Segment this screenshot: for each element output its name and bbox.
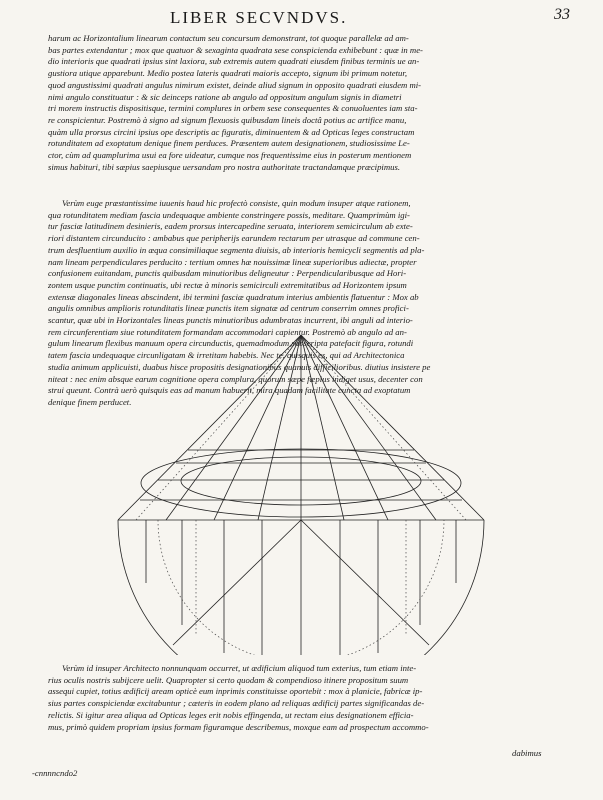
text-line: tur fasciæ latitudinem desinieris, eadem prorsus intercapedine seruata, interiorem semicirculum ab exte- <box>48 221 413 232</box>
text-line: scantur, quæ ubi in Horizontales lineas punctis minutioribus adumbratas incurrent, ibi anguli ad interio- <box>48 315 413 326</box>
text-line: Verùm euge præstantissime iuuenis haud hic profectò consiste, quin modum insuper atque rationem, <box>62 198 411 208</box>
text-line: extensæ diagonales lineas abscindent, ibi termini fasciæ quadratum interius ambientis flatuentur : Mox ab <box>48 291 419 302</box>
text-line: denique finem perducet. <box>48 396 132 407</box>
text-line: gustiora utique apparebunt. Medio postea lateris quadrati maioris accepto, signum ibi primum notetur, <box>48 68 407 79</box>
text-line: strui queunt. Contrà uerò quisquis eas ad manum habuerit, mira quadam facilitate cuncta ad exoptatum <box>48 385 411 396</box>
catchword: dabimus <box>512 748 542 758</box>
text-line: Verùm id insuper Architecto nonnunquam occurret, ut ædificium aliquod tum exterius, tum etiam inte- <box>62 663 417 673</box>
text-line: quàm ulla prorsus circini ipsius ope descriptis ac figuratis, diminuentem & ad Opticas leges constructam <box>48 126 415 137</box>
running-head: LIBER SECVNDVS. <box>170 8 348 27</box>
text-line: zontem usque punctim continuatis, ubi rectæ à minoris semicirculi extremitatibus ad Horizontem ipsum <box>48 279 407 290</box>
text-line: harum ac Horizontalium linearum contactum seu concursum demonstrant, tot quoque parallelæ ad am- <box>48 33 409 43</box>
text-line: dio interioris que quadrati ipsius sint laxiora, sub extremis autem quadrati eiusdem finibus terminis ue an- <box>48 56 420 67</box>
signature-mark: -cnnnncndo2 <box>32 768 78 778</box>
text-line: tri morem instructis dispositisque, termini complures in orbem sese consequentes & conuoluentes iam sta- <box>48 103 418 114</box>
text-line: rem circunferentiam siue rotunditatem formandam accommodari capientur. Postremò ab angulo ad an- <box>48 326 407 337</box>
text-line: nimi angulo constituatur : & sic deinceps ratione ab angulo ad oppositum angulum signis in diametri <box>48 91 402 102</box>
text-line: relictis. Si igitur area aliqua ad Opticas leges erit nobis effingenda, ut rectam eius designationem efficia- <box>48 709 414 720</box>
text-line: simus habituri, tibi sæpius saepiusque uersandam pro nostra authoritate tractandamque præcipimus. <box>48 161 401 172</box>
text-line: gulum linearum flexibus manuum opera circunductis, quemadmodum subscripta patefacit figura, rotundi <box>48 338 414 349</box>
text-line: assequi cupiet, totius ædificij aream opticè eum inprimis constituisse oportebit : mox à planicie, fabricæ ip- <box>48 686 423 697</box>
text-line: sius partes conspiciendæ excitabuntur ; cæteris in eodem plano ad reliquas ædificij partes significandas de- <box>48 698 425 709</box>
text-line: rotunditatem ad exoptatum denique finem perduces. Præsentem autem designationem, studiosissime Le- <box>48 138 410 149</box>
text-line: angulis omnibus amplioris rotunditatis lineæ punctis item signatæ ad centrum conserrim omnes profici- <box>48 303 409 314</box>
text-line: re conspicientur. Postremò à signo ad signum flexuosis quibusdam lineis doctâ potius ac artifice manu, <box>48 114 407 125</box>
diagonal-line-right <box>301 335 484 520</box>
text-line: riori distantem circunducito : ambabus que peripherijs earundem rectarum per utrasque ad commune cen- <box>48 233 420 244</box>
text-line: nam lineam perpendiculares perducito : tertium omnes hæ nouissimæ lineæ superioribus adiectæ, propter <box>48 256 417 267</box>
text-line: confusionem euitandam, punctis quibusdam minutioribus deligneutur : Perpendicularibusque ad Hori- <box>48 268 407 279</box>
diagonal-line-left <box>118 335 301 520</box>
text-line: studia animum applicuisti, duabus hisce propositis designationibus quanuis difficilioribus. diutius insistere pe <box>48 361 431 372</box>
text-line: ctor, cùm ad quamplurima usui ea fore uideatur, cumque nos frequentissime eius in posterum mentionem <box>48 150 412 161</box>
paragraph-1 <box>48 33 558 173</box>
perspective-ring-figure <box>106 335 496 655</box>
page-number: 33 <box>554 6 570 23</box>
text-line: niteat : nec enim absque earum cognitione opera complura, quorum sæpe fæpius indiget usus, decenter con <box>48 373 423 384</box>
text-line: mus, primò quidem propriam ipsius formam figuramque describemus, moxque eam ad prospectum accommo- <box>48 721 429 732</box>
paragraph-3 <box>48 663 558 733</box>
text-line: quod angustissimi quadrati angulus nimirum existet, deinde aliud signum in opposito quadrati eiusdem mi- <box>48 79 422 90</box>
text-line: tatem fascia undequaque circunligatam & irretitam habebis. Nec te, quisquis es, qui ad Architectonica <box>48 350 405 361</box>
text-line: bas partes extendantur ; mox que quatuor & sexaginta quadrata sese conspicienda exhibebunt : quæ in me- <box>48 44 423 55</box>
page-header <box>0 6 603 30</box>
text-line: rius oculis nostris subijcere uelit. Quapropter si certo quodam & compendioso itinere propositum suum <box>48 674 409 685</box>
text-line: qua rotunditatem mediam fascia undequaque ambiente constringere possis, meditare. Quamprimùm igi- <box>48 209 410 220</box>
text-line: trum desfluentium auxilio in æqua consimiliaque segmenta diuisis, ab interioris hemicycli segmentis ad pla- <box>48 244 425 255</box>
